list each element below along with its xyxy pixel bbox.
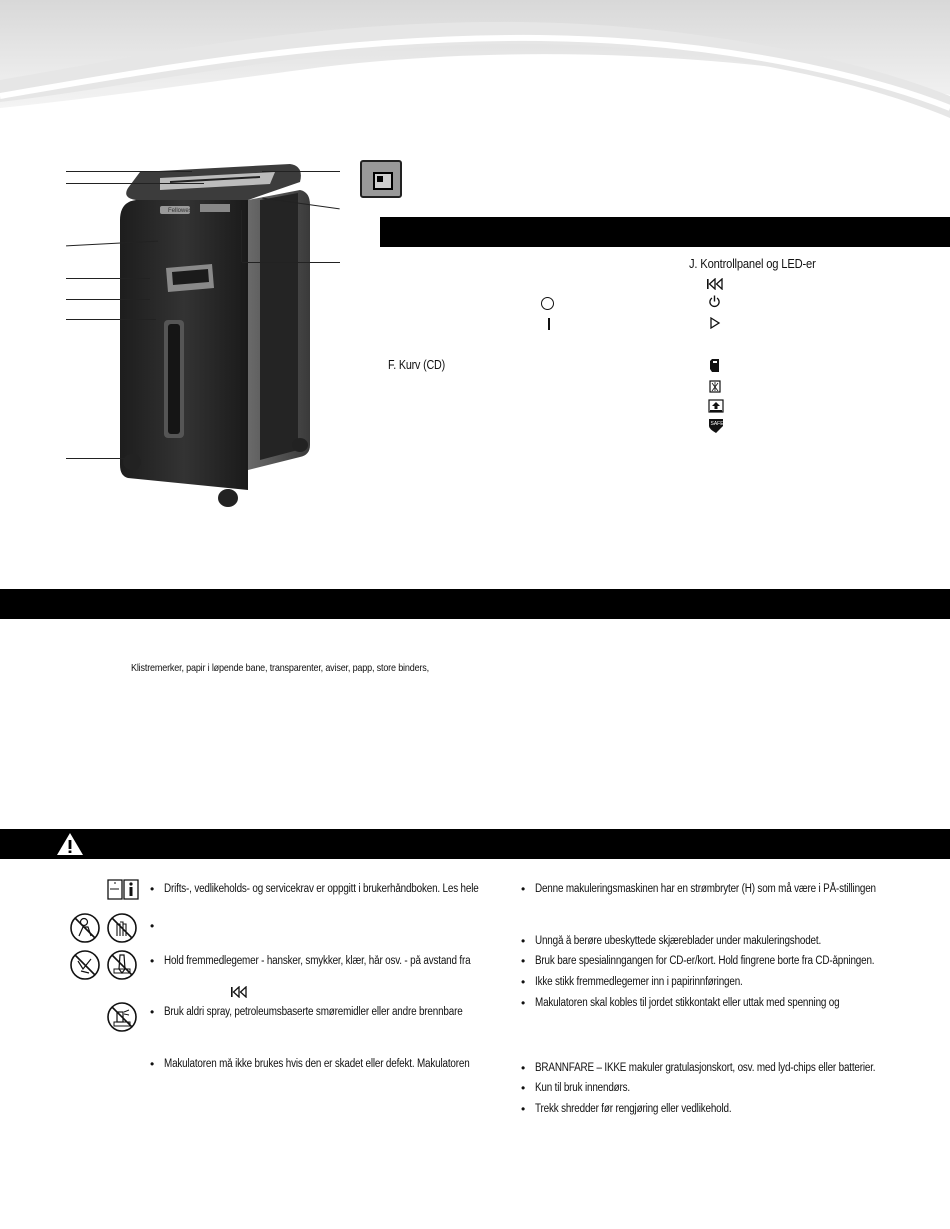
- safety-right-text-1: Denne makuleringsmaskinen har en strømbryter (H) som må være i PÅ-stillingen: [535, 883, 876, 895]
- bin-label: F. Kurv (CD): [388, 358, 446, 372]
- header-swoosh: [0, 0, 950, 120]
- safety-left-item-1: • Drifts-, vedlikeholds- og servicekrav er oppgitt i brukerhåndboken. Les hele: [150, 882, 479, 896]
- safety-right-text-4: Ikke stikk fremmedlegemer inn i papirinnføringen.: [535, 976, 743, 988]
- safety-right-item-6: • BRANNFARE – IKKE makuler gratulasjonskort, osv. med lyd-chips eller batterier.: [521, 1061, 876, 1075]
- not-shred-text: Klistremerker, papir i løpende bane, transparenter, aviser, papp, store binders,: [131, 662, 429, 674]
- bin-full-icon: [709, 379, 721, 393]
- shredder-illustration: [110, 160, 320, 515]
- safety-left-item-4: • Bruk aldri spray, petroleumsbaserte smøremidler eller andre brennbare: [150, 1005, 463, 1019]
- safety-left-item-3: • Hold fremmedlegemer - hansker, smykker, klær, hår osv. - på avstand fra: [150, 954, 471, 968]
- power-icon: [708, 295, 721, 308]
- no-aerosol-icon: [106, 1001, 138, 1033]
- safety-right-item-3: • Bruk bare spesialinngangen for CD-er/kort. Hold fingrene borte fra CD-åpningen.: [521, 954, 875, 968]
- safety-left-text-1: Drifts-, vedlikeholds- og servicekrav er oppgitt i brukerhåndboken. Les hele: [164, 883, 479, 895]
- callout-line-e: [66, 299, 150, 300]
- callout-line-f: [66, 319, 156, 320]
- reverse-icon: [706, 278, 724, 290]
- safety-band: [0, 829, 950, 859]
- callout-line-a: [66, 171, 192, 172]
- safety-left-item-5: • Makulatoren må ikke brukes hvis den er skadet eller defekt. Makulatoren: [150, 1057, 470, 1071]
- read-manual-icon: [106, 877, 140, 901]
- callout-line-g: [66, 458, 124, 459]
- forward-icon: [709, 317, 721, 329]
- no-hands-icon: [106, 912, 138, 944]
- safety-right-item-7: • Kun til bruk innendørs.: [521, 1081, 631, 1095]
- safety-right-item-2: • Unngå å berøre ubeskyttede skjæreblader under makuleringshodet.: [521, 934, 822, 948]
- safety-left-text-3: Hold fremmedlegemer - hansker, smykker, klær, hår osv. - på avstand fra: [164, 955, 471, 967]
- safesense-icon: [707, 417, 725, 433]
- control-panel-heading: J. Kontrollpanel og LED-er: [689, 256, 816, 271]
- shredder-header-icon: [360, 160, 402, 198]
- safety-right-item-1: • Denne makuleringsmaskinen har en strømbryter (H) som må være i PÅ-stillingen: [521, 882, 876, 896]
- safety-left-text-4: Bruk aldri spray, petroleumsbaserte smøremidler eller andre brennbare: [164, 1006, 463, 1018]
- paper-jam-icon: [709, 358, 721, 373]
- safety-right-item-4: • Ikke stikk fremmedlegemer inn i papirinnføringen.: [521, 975, 743, 989]
- inline-reverse-icon: [230, 986, 248, 998]
- no-children-icon: [69, 912, 101, 944]
- no-tie-icon: [106, 949, 138, 981]
- svg-text:SAFE: SAFE: [710, 421, 724, 427]
- safety-right-text-5: Makulatoren skal kobles til jordet stikkontakt eller uttak med spenning og: [535, 997, 840, 1009]
- callout-line-j-vertical: [241, 210, 242, 262]
- safety-right-item-5: • Makulatoren skal kobles til jordet stikkontakt eller uttak med spenning og: [521, 996, 840, 1010]
- power-on-symbol: [548, 318, 550, 330]
- not-shred-band: [0, 589, 950, 619]
- safety-right-item-8: • Trekk shredder før rengjøring eller vedlikehold.: [521, 1102, 732, 1116]
- safety-left-item-2: •: [150, 919, 155, 933]
- callout-line-j: [242, 262, 340, 263]
- door-open-icon: [708, 399, 724, 413]
- safety-left-text-5: Makulatoren må ikke brukes hvis den er skadet eller defekt. Makulatoren: [164, 1058, 470, 1070]
- safety-right-text-7: Kun til bruk innendørs.: [535, 1082, 631, 1094]
- no-loose-clothing-icon: [69, 949, 101, 981]
- safety-right-text-8: Trekk shredder før rengjøring eller vedlikehold.: [535, 1103, 732, 1115]
- callout-line-d: [66, 278, 150, 279]
- safety-right-text-2: Unngå å berøre ubeskyttede skjæreblader under makuleringshodet.: [535, 935, 822, 947]
- brand-label: Fellowes: [168, 208, 192, 214]
- callout-line-h: [262, 171, 340, 172]
- callout-line-b: [66, 183, 204, 184]
- power-off-symbol: [541, 297, 554, 310]
- warning-triangle-icon: [56, 832, 84, 856]
- controls-header-band: [380, 217, 950, 247]
- safety-right-text-3: Bruk bare spesialinngangen for CD-er/kort. Hold fingrene borte fra CD-åpningen.: [535, 955, 875, 967]
- safety-right-text-6: BRANNFARE – IKKE makuler gratulasjonskort, osv. med lyd-chips eller batterier.: [535, 1062, 876, 1074]
